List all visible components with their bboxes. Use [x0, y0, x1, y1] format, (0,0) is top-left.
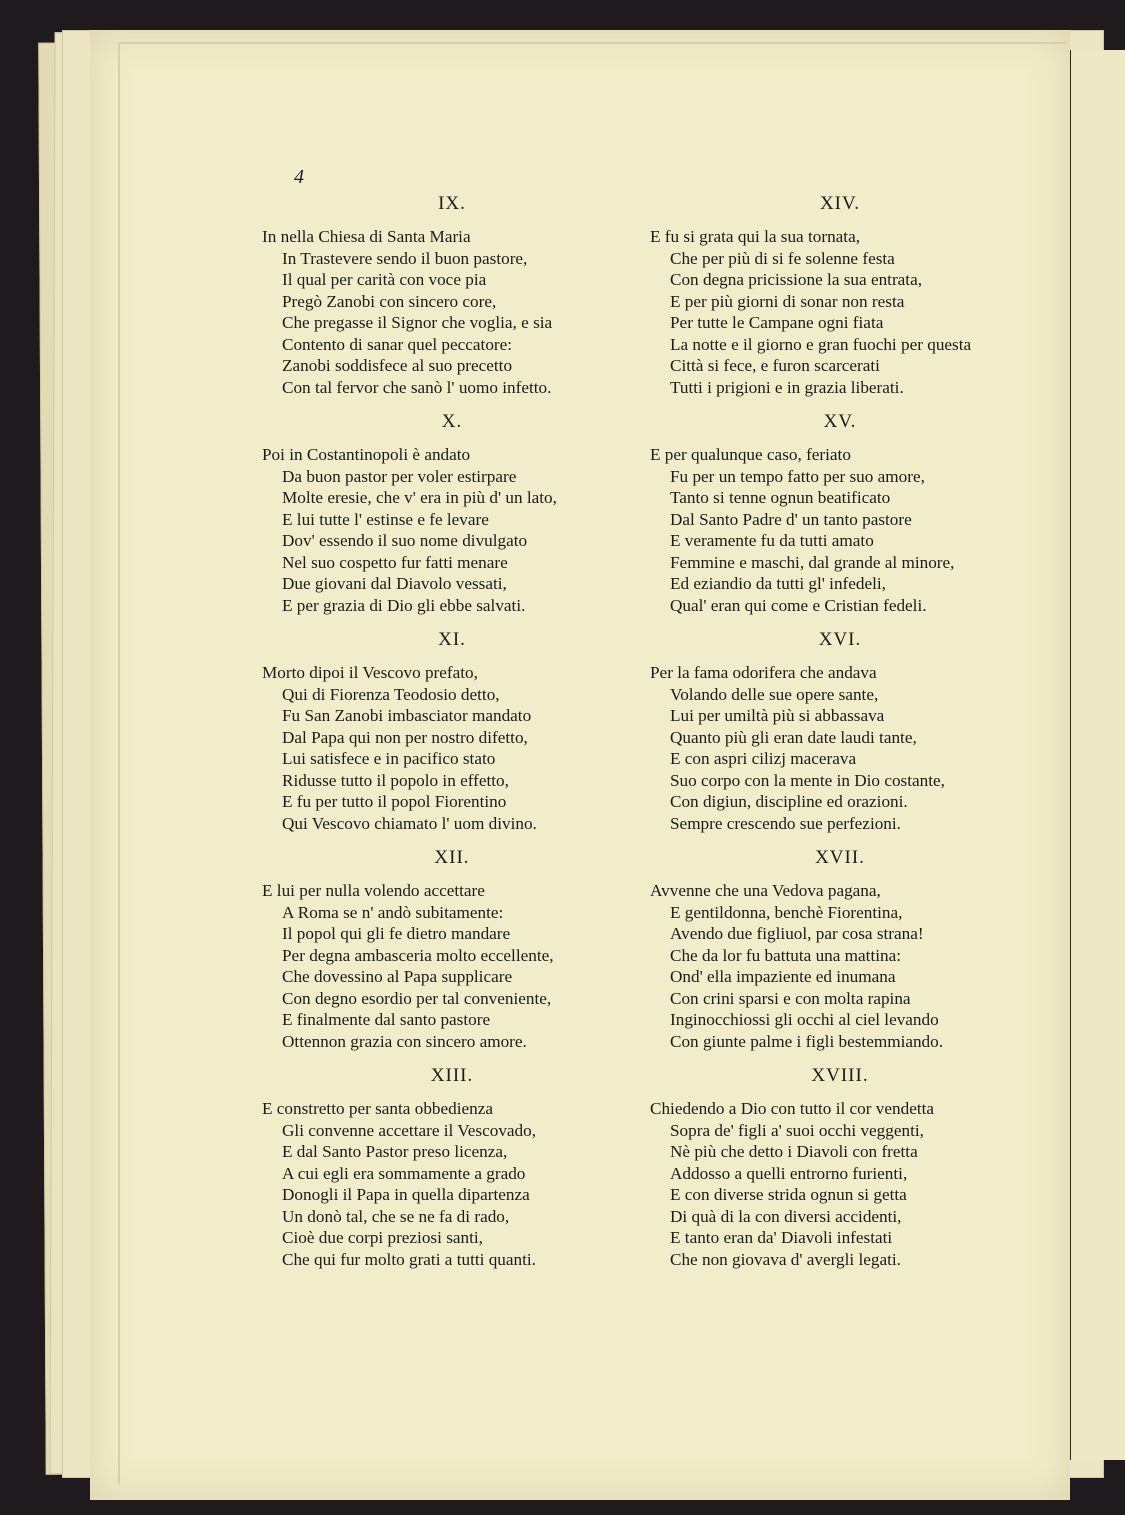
verse-line: Con digiun, discipline ed orazioni. — [670, 792, 908, 811]
next-page-edge — [1069, 50, 1125, 1460]
right-column — [650, 190, 1030, 1270]
verse-line: Nel suo cospetto fur fatti menare — [282, 552, 508, 572]
verse-line: Ed eziandio da tutti gl' infedeli, — [670, 574, 886, 593]
verse-line: A cui egli era sommamente a grado — [282, 1163, 526, 1183]
verse-line: Da buon pastor per voler estirpare — [282, 466, 517, 486]
verse-line: Inginocchiossi gli occhi al ciel levando — [670, 1010, 939, 1029]
verse-line: Tutti i prigioni e in grazia liberati. — [670, 377, 904, 397]
left-column — [262, 190, 642, 1270]
verse-line: In nella Chiesa di Santa Maria — [262, 227, 471, 246]
verse-line: La notte e il giorno e gran fuochi per questa — [670, 334, 972, 354]
stanza-numeral: XV. — [823, 411, 857, 432]
stanza — [262, 1062, 642, 1270]
verse-line: Con tal fervor che sanò l' uomo infetto. — [282, 377, 552, 397]
verse-line: Avendo due figliuol, par cosa strana! — [670, 924, 924, 943]
verse-line: Dal Papa qui non per nostro difetto, — [282, 727, 528, 747]
verse-line: Con degno esordio per tal conveniente, — [282, 988, 552, 1008]
stanza — [650, 190, 1030, 398]
stanza-numeral: IX. — [438, 193, 466, 214]
stanza-numeral: XIV. — [819, 193, 861, 214]
stanza-numeral: XII. — [434, 847, 470, 868]
verse-line: E per qualunque caso, feriato — [650, 445, 851, 464]
stanza — [650, 1062, 1030, 1270]
verse-line: Per la fama odorifera che andava — [650, 663, 877, 682]
verse-line: Per tutte le Campane ogni fiata — [670, 313, 884, 332]
stanza — [262, 190, 642, 398]
verse-line: Suo corpo con la mente in Dio costante, — [670, 770, 945, 790]
verse-line: Molte eresie, che v' era in più d' un lato, — [282, 488, 557, 507]
verse-line: Lui satisfece e in pacifico stato — [282, 749, 496, 768]
verse-line: Che dovessino al Papa supplicare — [282, 967, 513, 986]
verse-line: Chiedendo a Dio con tutto il cor vendetta — [650, 1099, 934, 1118]
verse-line: In Trastevere sendo il buon pastore, — [282, 248, 528, 268]
verse-line: Addosso a quelli entrorno furienti, — [670, 1163, 908, 1183]
verse-line: A Roma se n' andò subitamente: — [282, 902, 504, 922]
verse-line: Sopra de' figli a' suoi occhi veggenti, — [670, 1120, 924, 1140]
verse-line: Che non giovava d' avergli legati. — [670, 1249, 901, 1269]
verse-line: Ottennon grazia con sincero amore. — [282, 1031, 527, 1051]
stanza-numeral: XVII. — [815, 847, 865, 868]
stanza — [262, 844, 642, 1052]
verse-line: Fu per un tempo fatto per suo amore, — [670, 466, 925, 486]
stanza-numeral: XI. — [438, 629, 466, 650]
verse-line: Dov' essendo il suo nome divulgato — [282, 531, 528, 550]
verse-line: Due giovani dal Diavolo vessati, — [282, 574, 507, 593]
page-number: 4 — [294, 166, 304, 188]
stanza-numeral: X. — [441, 411, 463, 432]
stanza-numeral: XIII. — [430, 1065, 474, 1086]
stanza — [262, 408, 642, 616]
verse-line: E lui per nulla volendo accettare — [262, 881, 485, 900]
verse-line: Cioè due corpi preziosi santi, — [282, 1228, 483, 1247]
stanza — [650, 626, 1030, 834]
verse-line: E finalmente dal santo pastore — [282, 1010, 491, 1029]
verse-line: E dal Santo Pastor preso licenza, — [282, 1142, 508, 1161]
verse-line: Contento di sanar quel peccatore: — [282, 334, 513, 354]
verse-line: Volando delle sue opere sante, — [670, 684, 879, 704]
verse-line: Donogli il Papa in quella dipartenza — [282, 1185, 530, 1204]
verse-line: E lui tutte l' estinse e fe levare — [282, 509, 489, 529]
verse-line: Lui per umiltà più si abbassava — [670, 706, 885, 725]
verse-line: Nè più che detto i Diavoli con fretta — [670, 1142, 918, 1161]
verse-line: Quanto più gli eran date laudi tante, — [670, 727, 917, 747]
verse-line: E con diverse strida ognun si getta — [670, 1185, 907, 1204]
verse-line: Qui di Fiorenza Teodosio detto, — [282, 684, 500, 704]
verse-line: Gli convenne accettare il Vescovado, — [282, 1120, 537, 1140]
verse-line: E fu si grata qui la sua tornata, — [650, 227, 861, 246]
stanza — [650, 408, 1030, 616]
verse-line: Che per più di si fe solenne festa — [670, 248, 895, 268]
verse-line: Il qual per carità con voce pia — [282, 270, 487, 289]
stanza — [650, 844, 1030, 1052]
verse-line: Morto dipoi il Vescovo prefato, — [262, 663, 478, 682]
verse-line: E fu per tutto il popol Fiorentino — [282, 792, 507, 811]
verse-line: E tanto eran da' Diavoli infestati — [670, 1228, 893, 1247]
verse-line: Poi in Costantinopoli è andato — [262, 445, 471, 464]
verse-line: Città si fece, e furon scarcerati — [670, 356, 880, 375]
verse-line: E constretto per santa obbedienza — [262, 1099, 493, 1118]
verse-line: Il popol qui gli fe dietro mandare — [282, 924, 511, 943]
verse-line: E gentildonna, benchè Fiorentina, — [670, 902, 903, 922]
verse-line: Pregò Zanobi con sincero core, — [282, 291, 497, 311]
verse-line: Per degna ambasceria molto eccellente, — [282, 945, 554, 965]
verse-line: Con crini sparsi e con molta rapina — [670, 988, 911, 1008]
verse-line: Tanto si tenne ognun beatificato — [670, 488, 891, 507]
verse-line: Con degna pricissione la sua entrata, — [670, 270, 923, 289]
verse-line: Qui Vescovo chiamato l' uom divino. — [282, 813, 537, 833]
verse-line: Che da lor fu battuta una mattina: — [670, 945, 902, 965]
verse-line: Ridusse tutto il popolo in effetto, — [282, 770, 509, 790]
verse-line: E per più giorni di sonar non resta — [670, 291, 905, 311]
verse-line: E veramente fu da tutti amato — [670, 531, 874, 550]
verse-line: Che qui fur molto grati a tutti quanti. — [282, 1249, 536, 1269]
verse-line: Avvenne che una Vedova pagana, — [650, 881, 881, 900]
verse-line: E con aspri cilizj macerava — [670, 749, 857, 768]
verse-line: Con giunte palme i figli bestemmiando. — [670, 1031, 944, 1051]
stanza-numeral: XVIII. — [811, 1065, 869, 1086]
verse-line: Dal Santo Padre d' un tanto pastore — [670, 509, 912, 529]
stanza — [262, 626, 642, 834]
verse-line: E per grazia di Dio gli ebbe salvati. — [282, 595, 526, 615]
verse-line: Di quà di la con diversi accidenti, — [670, 1206, 902, 1226]
verse-line: Sempre crescendo sue perfezioni. — [670, 813, 901, 833]
verse-line: Qual' eran qui come e Cristian fedeli. — [670, 595, 927, 615]
verse-line: Fu San Zanobi imbasciator mandato — [282, 706, 532, 725]
verse-line: Che pregasse il Signor che voglia, e sia — [282, 313, 553, 332]
verse-line: Ond' ella impaziente ed inumana — [670, 967, 896, 986]
verse-line: Femmine e maschi, dal grande al minore, — [670, 552, 955, 572]
stanza-numeral: XVI. — [818, 629, 862, 650]
verse-line: Zanobi soddisfece al suo precetto — [282, 356, 513, 375]
verse-line: Un donò tal, che se ne fa di rado, — [282, 1206, 510, 1226]
